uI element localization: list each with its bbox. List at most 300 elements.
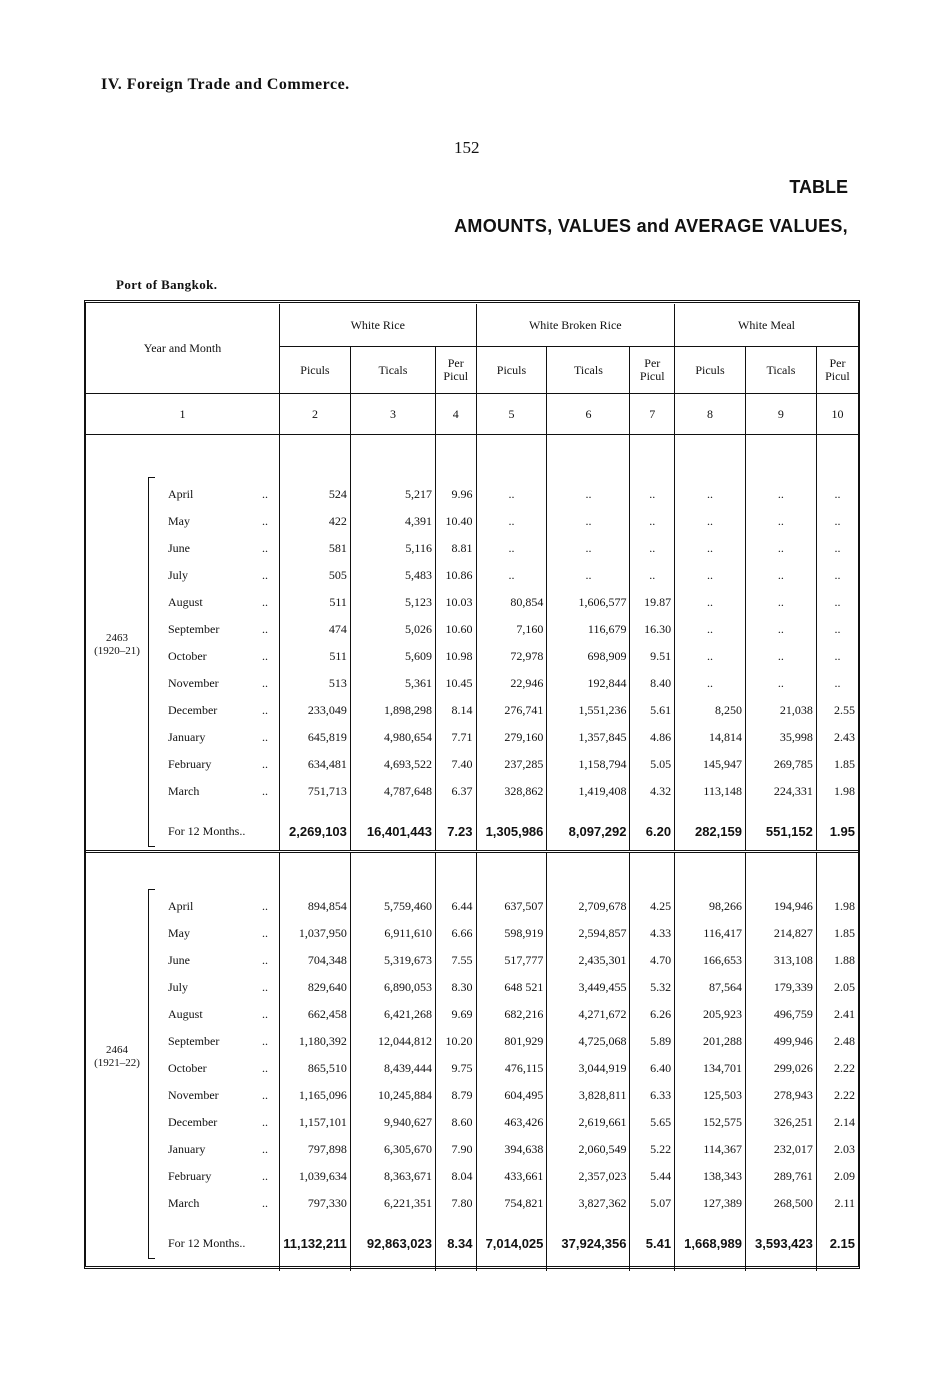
table-cell: .. xyxy=(630,562,675,589)
column-number: 4 xyxy=(435,394,476,435)
table-cell: 289,761 xyxy=(745,1163,816,1190)
spacer-cell xyxy=(86,851,279,859)
spacer-cell xyxy=(547,435,630,482)
spacer-cell xyxy=(279,435,350,482)
month-cell xyxy=(86,562,279,589)
month-label: February xyxy=(168,1168,212,1183)
table-cell: 5.65 xyxy=(630,1109,675,1136)
table-cell: 2.09 xyxy=(816,1163,858,1190)
spacer-cell xyxy=(547,805,630,813)
table-cell: 237,285 xyxy=(476,751,547,778)
table-row xyxy=(86,589,858,616)
table-cell: .. xyxy=(745,562,816,589)
table-cell: 10.98 xyxy=(435,643,476,670)
month-cell xyxy=(86,751,279,778)
spacer-cell xyxy=(816,1263,858,1271)
table-row xyxy=(86,947,858,974)
total-label: For 12 Months.. xyxy=(168,823,246,838)
table-cell: 87,564 xyxy=(675,974,746,1001)
month-cell xyxy=(86,893,279,920)
table-cell: 433,661 xyxy=(476,1163,547,1190)
table-cell: .. xyxy=(745,670,816,697)
month-label: December xyxy=(168,1114,218,1129)
table-row xyxy=(86,616,858,643)
table-cell: 205,923 xyxy=(675,1001,746,1028)
spacer-cell xyxy=(435,805,476,813)
month-cell xyxy=(86,724,279,751)
table-row xyxy=(86,724,858,751)
total-cell: 8,097,292 xyxy=(547,813,630,851)
total-row xyxy=(86,1225,858,1263)
column-number: 10 xyxy=(816,394,858,435)
sub-header-piculs: Piculs xyxy=(675,347,746,394)
table-cell: .. xyxy=(547,481,630,508)
table-cell: 7.80 xyxy=(435,1190,476,1217)
month-label: September xyxy=(168,1033,220,1048)
table-cell: 3,828,811 xyxy=(547,1082,630,1109)
table-cell: 116,417 xyxy=(675,920,746,947)
spacer-cell xyxy=(745,435,816,482)
table-cell: 145,947 xyxy=(675,751,746,778)
table-cell: 6.66 xyxy=(435,920,476,947)
sub-header-ticals: Ticals xyxy=(547,347,630,394)
spacer-row xyxy=(86,1263,858,1271)
leader-dots: .. xyxy=(262,784,268,798)
table-cell: 422 xyxy=(279,508,350,535)
table-cell: 21,038 xyxy=(745,697,816,724)
table-cell: .. xyxy=(675,589,746,616)
table-cell: 134,701 xyxy=(675,1055,746,1082)
leader-dots: .. xyxy=(262,1141,268,1156)
table-cell: 801,929 xyxy=(476,1028,547,1055)
spacer-cell xyxy=(745,1217,816,1225)
year-block-2463 xyxy=(86,435,858,852)
month-label: November xyxy=(168,676,219,690)
total-label: For 12 Months.. xyxy=(168,1236,246,1250)
month-cell xyxy=(86,670,279,697)
month-cell xyxy=(86,1001,279,1028)
spacer-cell xyxy=(279,859,350,893)
table-cell: 2.55 xyxy=(816,697,858,724)
table-cell: 5.32 xyxy=(630,974,675,1001)
table-cell: 2.11 xyxy=(816,1190,858,1217)
table-cell: 328,862 xyxy=(476,778,547,805)
table-cell: 634,481 xyxy=(279,751,350,778)
table-cell: .. xyxy=(675,670,746,697)
table-cell: .. xyxy=(476,508,547,535)
total-cell: 2,269,103 xyxy=(279,813,350,851)
leader-dots: .. xyxy=(262,1195,268,1210)
table-cell: 1,898,298 xyxy=(350,697,435,724)
table-cell: 3,044,919 xyxy=(547,1055,630,1082)
table-cell: 2.14 xyxy=(816,1109,858,1136)
table-cell: 829,640 xyxy=(279,974,350,1001)
table-cell: 581 xyxy=(279,535,350,562)
table-cell: 6.26 xyxy=(630,1001,675,1028)
table-cell: 35,998 xyxy=(745,724,816,751)
table-cell: 10.45 xyxy=(435,670,476,697)
table-cell: 1,357,845 xyxy=(547,724,630,751)
month-label: February xyxy=(168,757,212,771)
table-cell: 278,943 xyxy=(745,1082,816,1109)
table-cell: 4.86 xyxy=(630,724,675,751)
leader-dots: .. xyxy=(262,979,268,994)
total-cell: 6.20 xyxy=(630,813,675,851)
table-cell: 5.44 xyxy=(630,1163,675,1190)
leader-dots: .. xyxy=(262,541,268,555)
table-cell: .. xyxy=(476,562,547,589)
spacer-cell xyxy=(816,805,858,813)
total-label-cell xyxy=(86,1225,279,1263)
table-cell: 5,116 xyxy=(350,535,435,562)
table-cell: 1,180,392 xyxy=(279,1028,350,1055)
spacer-cell xyxy=(745,851,816,859)
table-cell: 10.60 xyxy=(435,616,476,643)
spacer-cell xyxy=(630,1263,675,1271)
spacer-cell xyxy=(350,435,435,482)
spacer-cell xyxy=(279,1217,350,1225)
year-month-header: Year and Month xyxy=(143,341,222,355)
table-cell: 6.37 xyxy=(435,778,476,805)
table-row xyxy=(86,697,858,724)
spacer-cell xyxy=(675,1217,746,1225)
table-cell: 7,160 xyxy=(476,616,547,643)
table-cell: .. xyxy=(816,616,858,643)
spacer-cell xyxy=(547,1263,630,1271)
table-row xyxy=(86,1028,858,1055)
table-cell: .. xyxy=(745,643,816,670)
table-cell: 116,679 xyxy=(547,616,630,643)
leader-dots: .. xyxy=(262,595,268,609)
table-cell: 463,426 xyxy=(476,1109,547,1136)
table-cell: 682,216 xyxy=(476,1001,547,1028)
spacer-row xyxy=(86,1217,858,1225)
table-cell: 113,148 xyxy=(675,778,746,805)
table-cell: 3,449,455 xyxy=(547,974,630,1001)
spacer-cell xyxy=(435,851,476,859)
table-cell: 279,160 xyxy=(476,724,547,751)
table-cell: 8,250 xyxy=(675,697,746,724)
spacer-cell xyxy=(816,851,858,859)
month-label: October xyxy=(168,649,207,663)
table-row xyxy=(86,1001,858,1028)
table-cell: 4.32 xyxy=(630,778,675,805)
table-cell: 5,609 xyxy=(350,643,435,670)
sub-header-per-picul: Per Picul xyxy=(435,347,476,394)
leader-dots: .. xyxy=(262,1168,268,1183)
table-cell: 8,439,444 xyxy=(350,1055,435,1082)
spacer-cell xyxy=(816,1217,858,1225)
leader-dots: .. xyxy=(262,1006,268,1021)
white-meal-header: White Meal xyxy=(675,304,858,347)
spacer-cell xyxy=(86,859,279,893)
spacer-cell xyxy=(350,1263,435,1271)
table-cell: 5.07 xyxy=(630,1190,675,1217)
table-cell: 1.88 xyxy=(816,947,858,974)
table-row xyxy=(86,778,858,805)
table-cell: .. xyxy=(745,589,816,616)
table-row xyxy=(86,1163,858,1190)
table-cell: 8,363,671 xyxy=(350,1163,435,1190)
month-label: April xyxy=(168,487,194,501)
month-label: March xyxy=(168,1195,200,1210)
table-cell: 5,026 xyxy=(350,616,435,643)
leader-dots: .. xyxy=(262,730,268,744)
table-cell: 8.04 xyxy=(435,1163,476,1190)
spacer-cell xyxy=(476,859,547,893)
table-cell: 5,361 xyxy=(350,670,435,697)
spacer-cell xyxy=(86,1263,279,1271)
leader-dots: .. xyxy=(262,649,268,663)
month-label: August xyxy=(168,595,203,609)
table-cell: 5.61 xyxy=(630,697,675,724)
total-cell: 2.15 xyxy=(816,1225,858,1263)
month-label: January xyxy=(168,1141,206,1156)
total-cell: 11,132,211 xyxy=(279,1225,350,1263)
table-cell: 4,725,068 xyxy=(547,1028,630,1055)
table-cell: 10,245,884 xyxy=(350,1082,435,1109)
table-cell: 72,978 xyxy=(476,643,547,670)
table-cell: 2,060,549 xyxy=(547,1136,630,1163)
table-cell: 9.96 xyxy=(435,481,476,508)
sub-header-per-picul: Per Picul xyxy=(816,347,858,394)
table-cell: 127,389 xyxy=(675,1190,746,1217)
table-cell: 637,507 xyxy=(476,893,547,920)
table-cell: 114,367 xyxy=(675,1136,746,1163)
table-cell: 511 xyxy=(279,589,350,616)
table-cell: 166,653 xyxy=(675,947,746,974)
spacer-cell xyxy=(350,859,435,893)
leader-dots: .. xyxy=(262,757,268,771)
leader-dots: .. xyxy=(262,925,268,940)
leader-dots: .. xyxy=(262,1033,268,1048)
month-cell xyxy=(86,947,279,974)
total-cell: 1,305,986 xyxy=(476,813,547,851)
spacer-cell xyxy=(279,805,350,813)
total-cell: 16,401,443 xyxy=(350,813,435,851)
table-cell: 3,827,362 xyxy=(547,1190,630,1217)
white-rice-header: White Rice xyxy=(279,304,476,347)
table-cell: 1,039,634 xyxy=(279,1163,350,1190)
spacer-cell xyxy=(435,435,476,482)
month-label: July xyxy=(168,979,189,994)
table-cell: 2.22 xyxy=(816,1055,858,1082)
table-cell: 269,785 xyxy=(745,751,816,778)
month-label: May xyxy=(168,514,190,528)
month-cell xyxy=(86,1082,279,1109)
table-cell: 2.03 xyxy=(816,1136,858,1163)
month-cell xyxy=(86,974,279,1001)
month-label: June xyxy=(168,541,190,555)
table-cell: 513 xyxy=(279,670,350,697)
table-cell: 268,500 xyxy=(745,1190,816,1217)
table-cell: 476,115 xyxy=(476,1055,547,1082)
table-cell: .. xyxy=(745,508,816,535)
leader-dots: .. xyxy=(262,568,268,582)
spacer-cell xyxy=(476,805,547,813)
table-row xyxy=(86,643,858,670)
table-cell: 4,391 xyxy=(350,508,435,535)
table-cell: 4.33 xyxy=(630,920,675,947)
sub-header-piculs: Piculs xyxy=(476,347,547,394)
table-cell: .. xyxy=(675,616,746,643)
table-cell: 8.40 xyxy=(630,670,675,697)
spacer-cell xyxy=(547,859,630,893)
month-label: June xyxy=(168,952,190,967)
table-cell: 326,251 xyxy=(745,1109,816,1136)
year-brace xyxy=(148,889,155,1259)
table-cell: 5,217 xyxy=(350,481,435,508)
spacer-row xyxy=(86,805,858,813)
spacer-cell xyxy=(350,851,435,859)
total-cell: 92,863,023 xyxy=(350,1225,435,1263)
table-cell: .. xyxy=(745,481,816,508)
table-cell: 276,741 xyxy=(476,697,547,724)
table-cell: 6.44 xyxy=(435,893,476,920)
table-cell: .. xyxy=(675,508,746,535)
sub-header-ticals: Ticals xyxy=(745,347,816,394)
table-cell: .. xyxy=(675,643,746,670)
table-cell: 10.40 xyxy=(435,508,476,535)
table-cell: 645,819 xyxy=(279,724,350,751)
table-cell: 22,946 xyxy=(476,670,547,697)
table-cell: 5,319,673 xyxy=(350,947,435,974)
table-cell: 6,890,053 xyxy=(350,974,435,1001)
spacer-cell xyxy=(435,859,476,893)
table-cell: 2,594,857 xyxy=(547,920,630,947)
table-cell: 1,419,408 xyxy=(547,778,630,805)
spacer-cell xyxy=(547,851,630,859)
spacer-cell xyxy=(476,1217,547,1225)
table-cell: 8.81 xyxy=(435,535,476,562)
table-cell: 179,339 xyxy=(745,974,816,1001)
table-cell: .. xyxy=(816,643,858,670)
spacer-cell xyxy=(435,1217,476,1225)
table-row xyxy=(86,974,858,1001)
table-cell: 14,814 xyxy=(675,724,746,751)
spacer-cell xyxy=(350,1217,435,1225)
table-cell: .. xyxy=(675,535,746,562)
table-row xyxy=(86,751,858,778)
table-title: AMOUNTS, VALUES and AVERAGE VALUES, xyxy=(454,216,848,236)
table-cell: 4,271,672 xyxy=(547,1001,630,1028)
year-block-2464 xyxy=(86,851,858,1271)
month-cell xyxy=(86,1109,279,1136)
month-label: August xyxy=(168,1006,203,1021)
spacer-cell xyxy=(476,435,547,482)
table-cell: 5.22 xyxy=(630,1136,675,1163)
table-cell: 797,330 xyxy=(279,1190,350,1217)
table-row xyxy=(86,1055,858,1082)
table-cell: 7.40 xyxy=(435,751,476,778)
table-cell: 6,221,351 xyxy=(350,1190,435,1217)
table-cell: 1.85 xyxy=(816,920,858,947)
table-cell: 10.20 xyxy=(435,1028,476,1055)
table-cell: .. xyxy=(745,535,816,562)
month-cell xyxy=(86,697,279,724)
table-cell: 2.41 xyxy=(816,1001,858,1028)
table-cell: 5.89 xyxy=(630,1028,675,1055)
table-cell: 1,551,236 xyxy=(547,697,630,724)
table-row xyxy=(86,1190,858,1217)
table-cell: .. xyxy=(816,481,858,508)
table-cell: 797,898 xyxy=(279,1136,350,1163)
table-cell: 1.98 xyxy=(816,778,858,805)
leader-dots: .. xyxy=(262,514,268,528)
table-cell: 12,044,812 xyxy=(350,1028,435,1055)
table-cell: 474 xyxy=(279,616,350,643)
table-cell: 4.70 xyxy=(630,947,675,974)
table-cell: 10.86 xyxy=(435,562,476,589)
column-number: 7 xyxy=(630,394,675,435)
table-cell: 214,827 xyxy=(745,920,816,947)
spacer-cell xyxy=(279,1263,350,1271)
table-cell: .. xyxy=(745,616,816,643)
table-cell: 7.90 xyxy=(435,1136,476,1163)
table-cell: 9.75 xyxy=(435,1055,476,1082)
table-cell: 6,911,610 xyxy=(350,920,435,947)
table-cell: .. xyxy=(816,589,858,616)
table-cell: 2,619,661 xyxy=(547,1109,630,1136)
column-number: 8 xyxy=(675,394,746,435)
table-cell: .. xyxy=(630,508,675,535)
month-cell xyxy=(86,481,279,508)
table-row xyxy=(86,508,858,535)
month-label: January xyxy=(168,730,206,744)
table-cell: .. xyxy=(675,481,746,508)
month-cell xyxy=(86,535,279,562)
table-cell: 19.87 xyxy=(630,589,675,616)
table-cell: 6.40 xyxy=(630,1055,675,1082)
total-cell: 7.23 xyxy=(435,813,476,851)
leader-dots: .. xyxy=(262,898,268,913)
leader-dots: .. xyxy=(262,487,268,501)
data-table xyxy=(86,304,858,1271)
table-cell: 201,288 xyxy=(675,1028,746,1055)
total-cell: 8.34 xyxy=(435,1225,476,1263)
total-label-cell xyxy=(86,813,279,851)
spacer-cell xyxy=(476,851,547,859)
table-cell: 2,709,678 xyxy=(547,893,630,920)
month-label: December xyxy=(168,703,218,717)
table-cell: 1,606,577 xyxy=(547,589,630,616)
spacer-cell xyxy=(435,1263,476,1271)
table-cell: .. xyxy=(816,670,858,697)
table-cell: .. xyxy=(547,508,630,535)
table-cell: 511 xyxy=(279,643,350,670)
white-broken-rice-header: White Broken Rice xyxy=(476,304,675,347)
year-label-2464: 2464 (1921–22) xyxy=(94,1043,140,1069)
year-brace xyxy=(148,477,155,847)
spacer-row xyxy=(86,851,858,859)
month-cell xyxy=(86,1190,279,1217)
spacer-cell xyxy=(86,435,279,482)
table-cell: 505 xyxy=(279,562,350,589)
table-cell: .. xyxy=(630,535,675,562)
month-label: October xyxy=(168,1060,207,1075)
table-cell: 2.48 xyxy=(816,1028,858,1055)
table-cell: 6.33 xyxy=(630,1082,675,1109)
table-cell: 6,421,268 xyxy=(350,1001,435,1028)
table-cell: 2.22 xyxy=(816,1082,858,1109)
table-cell: .. xyxy=(476,481,547,508)
month-label: May xyxy=(168,925,190,940)
table-cell: 704,348 xyxy=(279,947,350,974)
table-cell: 751,713 xyxy=(279,778,350,805)
table-cell: .. xyxy=(816,562,858,589)
table-cell: 224,331 xyxy=(745,778,816,805)
table-cell: 7.55 xyxy=(435,947,476,974)
